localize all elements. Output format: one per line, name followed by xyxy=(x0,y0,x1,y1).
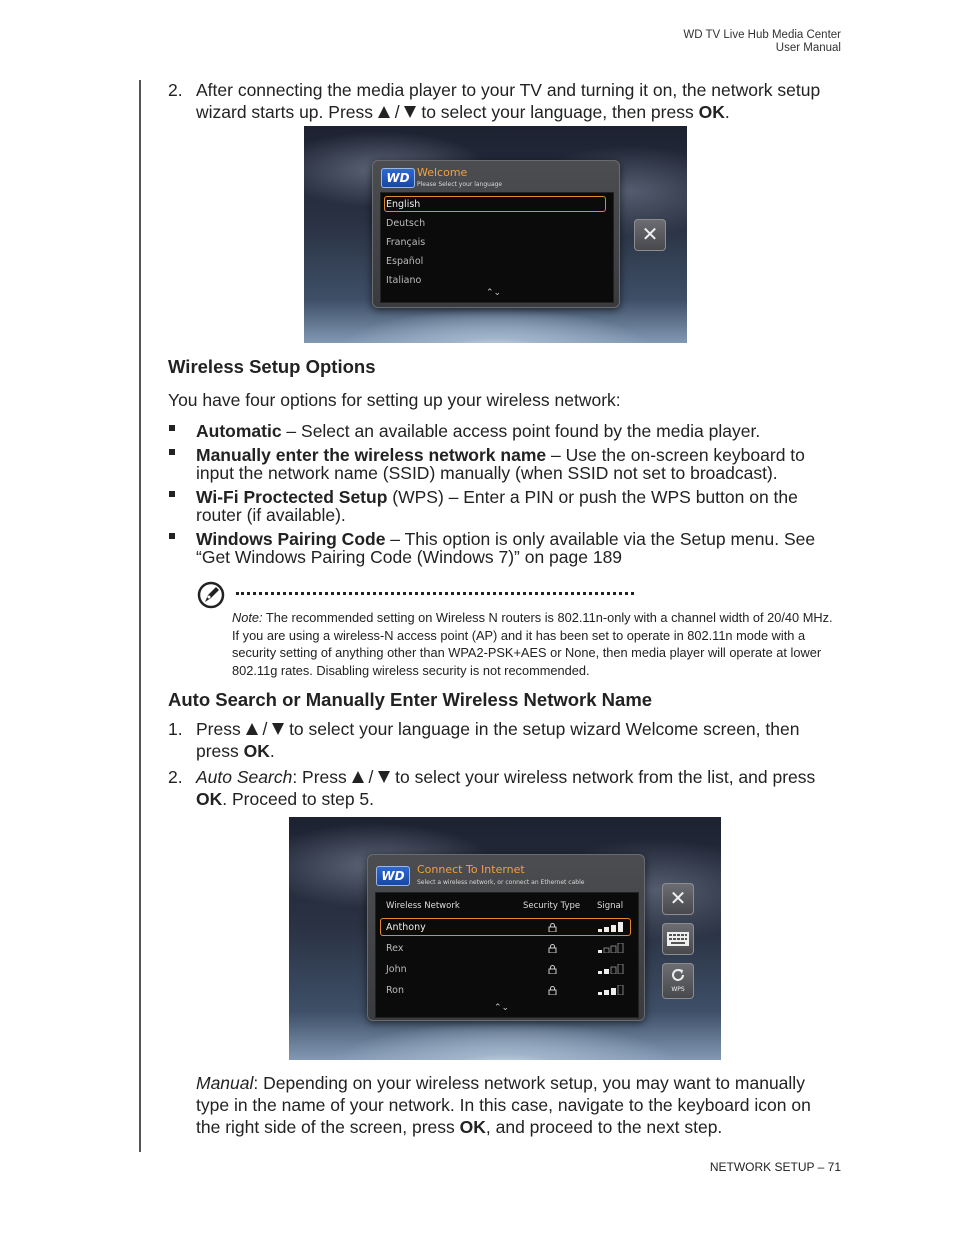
welcome-screenshot xyxy=(304,126,687,343)
note-pen-icon xyxy=(197,581,225,609)
close-icon: ✕ xyxy=(641,224,659,246)
note-text: Note: The recommended setting on Wireless N routers is 802.11n-only with a channel width of 20/40 MHz. If you are using a wireless-N access point (AP) and it has been set to operate in 802.11n mode with a security setting of anything other than WPA2-PSK+AES or None, then media player will operate at lower 802.11g rates. Disabling wireless security is not recommended. xyxy=(232,610,833,678)
step2-intro-text xyxy=(196,79,844,123)
step1-text: Press / to select your language in the setup wizard Welcome screen, then press OK. xyxy=(196,719,800,761)
bullet-marker xyxy=(169,425,175,431)
signal-strength-icon xyxy=(598,985,626,995)
scroll-chevrons-icon[interactable]: ⌃⌄ xyxy=(494,1003,510,1013)
bullet-marker xyxy=(169,533,175,539)
section-intro: You have four options for setting up your wireless network: xyxy=(168,390,621,410)
note-divider xyxy=(236,592,634,595)
header-product: WD TV Live Hub Media Center xyxy=(683,29,841,41)
welcome-subtitle: Please Select your language xyxy=(417,181,503,188)
language-option[interactable]: Español xyxy=(386,256,424,267)
wd-logo: WD xyxy=(381,168,415,188)
signal-strength-icon xyxy=(598,922,626,932)
page-header xyxy=(683,29,841,55)
up-arrow-icon xyxy=(352,771,364,783)
keyboard-button[interactable] xyxy=(662,923,694,955)
ok-key: OK xyxy=(459,1117,486,1137)
bullet-item: Windows Pairing Code – This option is only available via the Setup menu. See “Get Windows Pairing Code (Windows 7)” on page 189 xyxy=(196,529,816,567)
wps-label: WPS xyxy=(671,986,685,993)
section-heading: Wireless Setup Options xyxy=(168,356,376,377)
up-arrow-icon xyxy=(378,106,390,118)
language-option[interactable]: Deutsch xyxy=(386,218,426,229)
refresh-icon xyxy=(670,967,686,983)
welcome-panel xyxy=(372,160,620,308)
close-icon: ✕ xyxy=(669,888,687,910)
step-number: 2. xyxy=(168,767,183,787)
connect-panel xyxy=(367,854,645,1021)
column-header-security: Security Type xyxy=(523,901,581,911)
signal-strength-icon xyxy=(598,943,626,953)
down-arrow-icon xyxy=(378,771,390,783)
lock-icon xyxy=(548,986,557,995)
language-option[interactable]: English xyxy=(386,199,421,210)
welcome-title: Welcome xyxy=(417,166,468,179)
header-doc: User Manual xyxy=(775,42,841,54)
network-row[interactable]: Anthony xyxy=(386,922,426,933)
bullet-item: Wi-Fi Proctected Setup (WPS) – Enter a PIN or push the WPS button on the router (if available). xyxy=(196,487,798,525)
close-button[interactable] xyxy=(662,883,694,915)
column-header-network: Wireless Network xyxy=(386,901,460,911)
network-row[interactable]: John xyxy=(386,964,407,975)
change-bar xyxy=(139,80,141,1152)
column-header-signal: Signal xyxy=(597,901,624,911)
ok-key: OK xyxy=(698,102,725,122)
network-list xyxy=(375,892,639,1018)
connect-subtitle: Select a wireless network, or connect an Ethernet cable xyxy=(417,879,585,886)
wps-button[interactable] xyxy=(662,963,694,999)
step-number: 1. xyxy=(168,719,183,739)
language-list xyxy=(380,192,614,303)
step-number: 2. xyxy=(168,80,183,100)
bullet-item: Manually enter the wireless network name – Use the on-screen keyboard to input the network name (SSID) manually (when SSID not set to broadcast). xyxy=(196,445,805,483)
bullet-marker xyxy=(169,449,175,455)
lock-icon xyxy=(548,944,557,953)
manual-paragraph: Manual: Depending on your wireless network setup, you may want to manually type in the name of your network. In this case, navigate to the keyboard icon on the right side of the screen, press OK, and proceed to the next step. xyxy=(196,1073,811,1137)
keyboard-icon xyxy=(667,932,689,946)
network-row[interactable]: Ron xyxy=(386,985,405,996)
connect-title: Connect To Internet xyxy=(417,863,525,876)
ok-key: OK xyxy=(196,789,223,809)
up-arrow-icon xyxy=(246,723,258,735)
lock-icon xyxy=(548,923,557,932)
lock-icon xyxy=(548,965,557,974)
scroll-chevrons-icon[interactable]: ⌃⌄ xyxy=(486,288,502,298)
bullet-item: Automatic – Select an available access point found by the media player. xyxy=(196,421,761,441)
wd-logo: WD xyxy=(376,866,410,886)
language-option[interactable]: Italiano xyxy=(386,275,422,286)
down-arrow-icon xyxy=(404,106,416,118)
language-option[interactable]: Français xyxy=(386,237,426,248)
down-arrow-icon xyxy=(272,723,284,735)
bullet-marker xyxy=(169,491,175,497)
step2-text: Auto Search: Press / to select your wireless network from the list, and press OK. Proceed to step 5. xyxy=(196,767,816,809)
signal-strength-icon xyxy=(598,964,626,974)
ok-key: OK xyxy=(243,741,270,761)
step2-line1: After connecting the media player to your TV and turning it on, the network setup xyxy=(196,80,821,100)
network-row[interactable]: Rex xyxy=(386,943,404,954)
connect-screenshot xyxy=(289,817,721,1060)
section-heading: Auto Search or Manually Enter Wireless Network Name xyxy=(168,689,653,710)
close-button[interactable] xyxy=(634,219,666,251)
step2-line2: wizard starts up. Press / to select your language, then press OK. xyxy=(196,102,730,122)
page-footer: NETWORK SETUP – 71 xyxy=(709,1160,841,1174)
